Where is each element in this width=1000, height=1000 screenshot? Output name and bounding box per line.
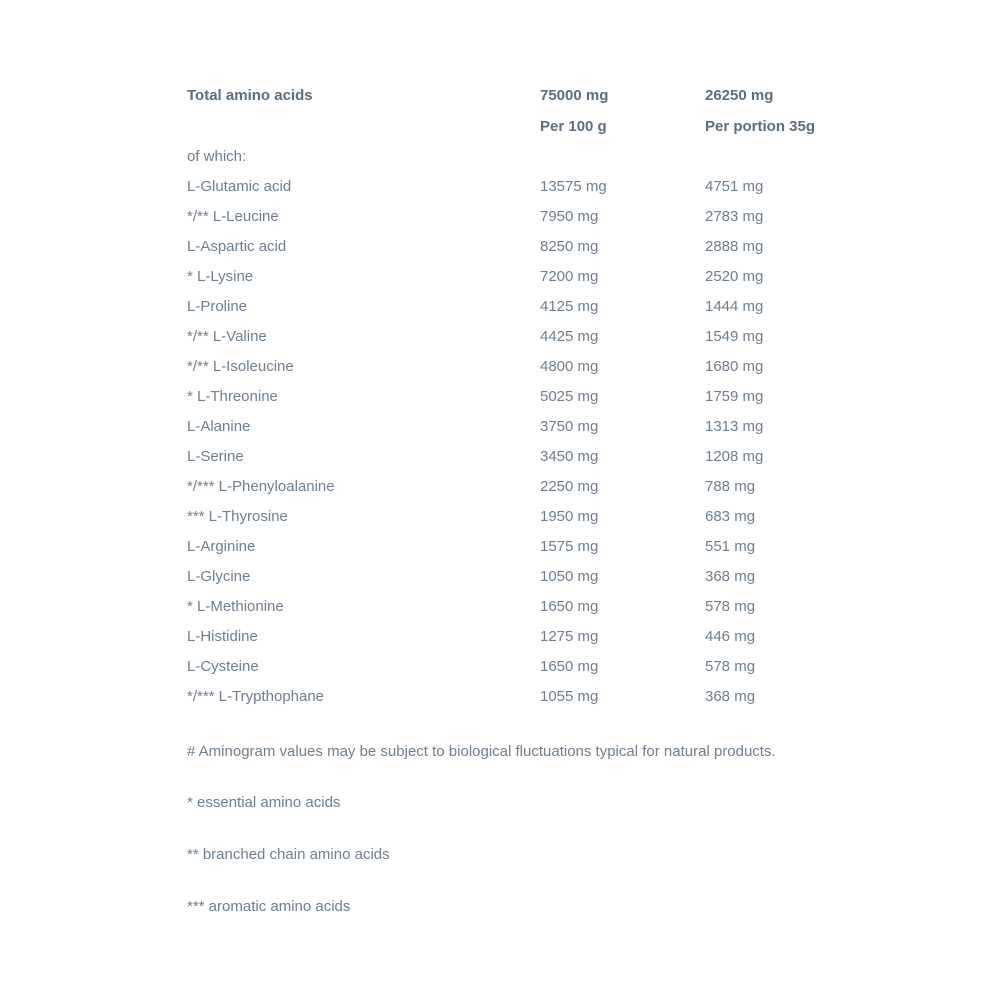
amino-acid-portion-value: 1549 mg — [705, 328, 764, 345]
column-header-per-portion: Per portion 35g — [705, 118, 816, 135]
amino-acid-portion-value: 1680 mg — [705, 358, 764, 375]
amino-acid-portion-value: 4751 mg — [705, 178, 764, 195]
amino-acid-portion-value: 1444 mg — [705, 298, 764, 315]
table-row — [187, 412, 907, 442]
table-row — [187, 592, 907, 622]
amino-acid-portion-value: 788 mg — [705, 478, 756, 495]
table-row — [187, 472, 907, 502]
amino-acid-name: L-Arginine — [187, 538, 256, 555]
table-row — [187, 232, 907, 262]
amino-acid-name: */** L-Isoleucine — [187, 358, 294, 375]
amino-acid-portion-value: 446 mg — [705, 628, 756, 645]
footnotes — [187, 737, 907, 922]
amino-acid-per100-value: 1050 mg — [540, 568, 599, 585]
footnote-essential: * essential amino acids — [187, 794, 341, 811]
amino-acid-name: */*** L-Trypthophane — [187, 688, 325, 705]
amino-acid-per100-value: 2250 mg — [540, 478, 599, 495]
amino-acid-portion-value: 578 mg — [705, 598, 756, 615]
footnote-fluctuations: # Aminogram values may be subject to biological fluctuations typical for natural products. — [187, 743, 776, 760]
table-row — [187, 292, 907, 322]
amino-acid-name: L-Glycine — [187, 568, 251, 585]
amino-acid-per100-value: 3750 mg — [540, 418, 599, 435]
amino-acid-portion-value: 368 mg — [705, 688, 756, 705]
table-row — [187, 622, 907, 652]
column-header-per-100g: Per 100 g — [540, 118, 607, 135]
table-row — [187, 502, 907, 532]
amino-acid-per100-value: 4125 mg — [540, 298, 599, 315]
table-row — [187, 682, 907, 712]
amino-acid-per100-value: 1055 mg — [540, 688, 599, 705]
table-row — [187, 382, 907, 412]
amino-acid-name: * L-Threonine — [187, 388, 278, 405]
amino-acid-portion-value: 551 mg — [705, 538, 756, 555]
amino-acid-per100-value: 7200 mg — [540, 268, 599, 285]
amino-acid-portion-value: 578 mg — [705, 658, 756, 675]
amino-acid-per100-value: 1575 mg — [540, 538, 599, 555]
amino-acid-per100-value: 1950 mg — [540, 508, 599, 525]
amino-acid-per100-value: 1650 mg — [540, 658, 599, 675]
section-label-row — [187, 142, 907, 172]
table-row — [187, 652, 907, 682]
amino-acid-per100-value: 4425 mg — [540, 328, 599, 345]
amino-acid-per100-value: 4800 mg — [540, 358, 599, 375]
amino-acid-name: L-Proline — [187, 298, 248, 315]
amino-acid-name: L-Histidine — [187, 628, 258, 645]
table-subheader-row — [187, 111, 907, 142]
table-row — [187, 262, 907, 292]
amino-acid-per100-value: 5025 mg — [540, 388, 599, 405]
amino-acids-table — [187, 80, 907, 922]
table-row — [187, 442, 907, 472]
amino-acid-name: */*** L-Phenyloalanine — [187, 478, 335, 495]
amino-acid-portion-value: 368 mg — [705, 568, 756, 585]
amino-acid-name: L-Aspartic acid — [187, 238, 287, 255]
amino-acid-per100-value: 7950 mg — [540, 208, 599, 225]
amino-acid-name: L-Serine — [187, 448, 244, 465]
amino-acid-per100-value: 3450 mg — [540, 448, 599, 465]
amino-acid-portion-value: 1759 mg — [705, 388, 764, 405]
footnote-branched: ** branched chain amino acids — [187, 846, 390, 863]
amino-acid-portion-value: 1313 mg — [705, 418, 764, 435]
amino-acid-name: * L-Lysine — [187, 268, 254, 285]
table-rows — [187, 172, 907, 712]
table-header-title: Total amino acids — [187, 87, 313, 104]
amino-acid-portion-value: 1208 mg — [705, 448, 764, 465]
amino-acid-portion-value: 683 mg — [705, 508, 756, 525]
table-row — [187, 322, 907, 352]
table-header-per100-value: 75000 mg — [540, 87, 609, 104]
amino-acid-portion-value: 2888 mg — [705, 238, 764, 255]
amino-acid-name: L-Glutamic acid — [187, 178, 292, 195]
footnote-aromatic: *** aromatic amino acids — [187, 898, 351, 915]
amino-acid-per100-value: 1275 mg — [540, 628, 599, 645]
amino-acid-portion-value: 2783 mg — [705, 208, 764, 225]
section-label: of which: — [187, 148, 247, 165]
amino-acid-portion-value: 2520 mg — [705, 268, 764, 285]
amino-acid-per100-value: 1650 mg — [540, 598, 599, 615]
amino-acid-name: L-Cysteine — [187, 658, 259, 675]
amino-acid-name: * L-Methionine — [187, 598, 284, 615]
table-row — [187, 562, 907, 592]
table-row — [187, 202, 907, 232]
amino-acid-name: L-Alanine — [187, 418, 251, 435]
table-header-portion-value: 26250 mg — [705, 87, 774, 104]
table-header-row — [187, 80, 907, 111]
table-row — [187, 532, 907, 562]
amino-acid-name: */** L-Valine — [187, 328, 267, 345]
amino-acid-name: *** L-Thyrosine — [187, 508, 288, 525]
amino-acid-name: */** L-Leucine — [187, 208, 279, 225]
table-row — [187, 352, 907, 382]
amino-acid-per100-value: 13575 mg — [540, 178, 607, 195]
table-row — [187, 172, 907, 202]
amino-acid-per100-value: 8250 mg — [540, 238, 599, 255]
